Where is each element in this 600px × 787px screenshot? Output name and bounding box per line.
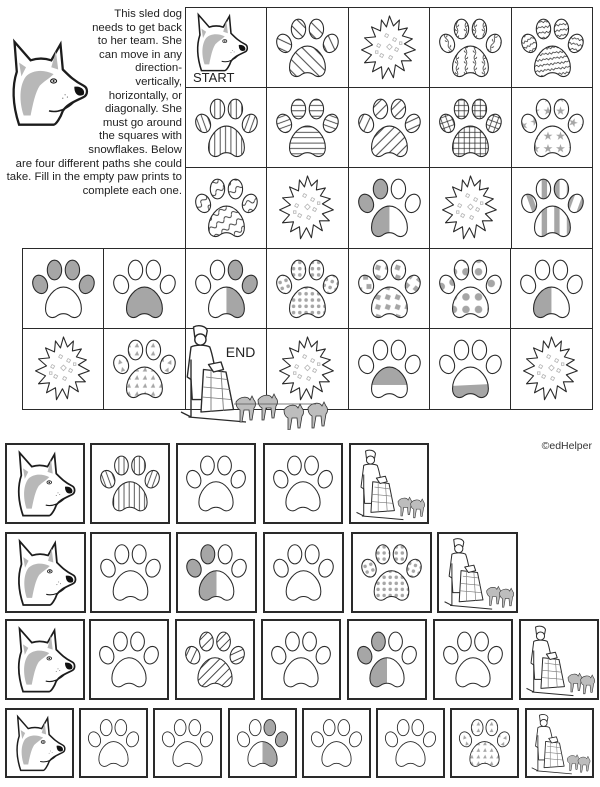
grid-cell-r4-c4 bbox=[266, 248, 349, 330]
paw-print-vertical-stripes-icon bbox=[186, 88, 267, 168]
paw-print-stars-icon bbox=[512, 88, 593, 168]
path-4-cell-3[interactable] bbox=[153, 708, 222, 778]
path-1-cell-5 bbox=[349, 443, 429, 524]
grid-cell-r5-c7 bbox=[510, 328, 593, 410]
grid-cell-r2-c4 bbox=[266, 87, 349, 169]
paw-print-gray-tops-icon bbox=[349, 329, 430, 409]
paw-print-half-gray-left-icon bbox=[178, 534, 255, 611]
paw-print-gray-bottoms-icon bbox=[430, 329, 511, 409]
musher-dog-team-illustration bbox=[176, 320, 336, 430]
grid-cell-r4-c6 bbox=[429, 248, 512, 330]
empty-paw-print-icon bbox=[263, 621, 339, 698]
paw-print-horizontal-stripes-icon bbox=[267, 88, 348, 168]
musher-sled-icon bbox=[439, 534, 516, 611]
husky-icon bbox=[7, 445, 83, 522]
grid-cell-r1-c5 bbox=[348, 7, 431, 89]
paw-print-vertical-stripes-icon bbox=[92, 445, 168, 522]
path-3-cell-1 bbox=[5, 619, 85, 700]
paw-print-wavy-lines-icon bbox=[512, 8, 593, 88]
paw-print-big-circles-icon bbox=[430, 249, 511, 329]
grid-cell-r3-c6 bbox=[429, 167, 512, 249]
paw-print-crosshatch-icon bbox=[430, 88, 511, 168]
grid-cell-r5-c6 bbox=[429, 328, 512, 410]
path-4-cell-1 bbox=[5, 708, 74, 778]
empty-paw-print-icon bbox=[265, 534, 342, 611]
grid-cell-r4-c1 bbox=[22, 248, 105, 330]
husky-icon bbox=[7, 710, 72, 776]
paw-print-diag-stripes-up-icon bbox=[177, 621, 253, 698]
path-2-cell-3 bbox=[176, 532, 257, 613]
end-label: END bbox=[225, 344, 256, 361]
path-4-cell-6[interactable] bbox=[376, 708, 445, 778]
grid-cell-r4-c5 bbox=[348, 248, 431, 330]
path-4-cell-8 bbox=[525, 708, 594, 778]
grid-cell-r4-c2 bbox=[103, 248, 186, 330]
grid-cell-r4-c3 bbox=[185, 248, 268, 330]
paw-print-triangles-icon bbox=[104, 329, 185, 409]
path-1-cell-4[interactable] bbox=[263, 443, 343, 524]
snowflake-icon bbox=[511, 329, 592, 409]
empty-paw-print-icon bbox=[378, 710, 443, 776]
paw-print-triangles-icon bbox=[452, 710, 517, 776]
grid-cell-r4-c7 bbox=[510, 248, 593, 330]
path-2-cell-4[interactable] bbox=[263, 532, 344, 613]
empty-paw-print-icon bbox=[265, 445, 341, 522]
grid-cell-r3-c7 bbox=[511, 167, 594, 249]
path-3-cell-5 bbox=[347, 619, 427, 700]
paw-print-half-gray-right-icon bbox=[230, 710, 295, 776]
empty-paw-print-icon bbox=[91, 621, 167, 698]
grid-cell-r2-c5 bbox=[348, 87, 431, 169]
path-1-cell-2 bbox=[90, 443, 170, 524]
paw-print-dots-icon bbox=[353, 534, 430, 611]
grid-cell-r5-c5 bbox=[348, 328, 431, 410]
grid-cell-r1-c4 bbox=[266, 7, 349, 89]
copyright-label: ©edHelper bbox=[541, 440, 592, 452]
paw-print-half-gray-left-icon bbox=[349, 168, 430, 248]
empty-paw-print-icon bbox=[304, 710, 369, 776]
paw-print-half-gray-left-icon bbox=[349, 621, 425, 698]
husky-icon bbox=[7, 534, 84, 611]
start-label: START bbox=[193, 69, 235, 85]
path-4-cell-5[interactable] bbox=[302, 708, 371, 778]
paw-print-squares-icon bbox=[349, 249, 430, 329]
snowflake-icon bbox=[430, 168, 511, 248]
empty-paw-print-icon bbox=[435, 621, 511, 698]
paw-print-diag-stripes-up-icon bbox=[349, 88, 430, 168]
musher-sled-icon bbox=[521, 621, 597, 698]
grid-cell-r1-c7 bbox=[511, 7, 594, 89]
snowflake-icon bbox=[349, 8, 430, 88]
paw-print-half-gray-right-icon bbox=[186, 249, 267, 329]
musher-sled-icon bbox=[351, 445, 427, 522]
paw-print-waves-icon bbox=[186, 168, 267, 248]
path-3-cell-7 bbox=[519, 619, 599, 700]
grid-cell-r1-c6 bbox=[429, 7, 512, 89]
path-4-cell-7 bbox=[450, 708, 519, 778]
path-3-cell-4[interactable] bbox=[261, 619, 341, 700]
paw-print-toes-gray-icon bbox=[23, 249, 104, 329]
empty-paw-print-icon bbox=[81, 710, 146, 776]
snowflake-icon bbox=[23, 329, 104, 409]
paw-print-dots-icon bbox=[267, 249, 348, 329]
grid-cell-r1-c3 bbox=[185, 7, 268, 89]
path-4-cell-4 bbox=[228, 708, 297, 778]
snowflake-icon bbox=[267, 168, 348, 248]
husky-icon bbox=[7, 621, 83, 698]
path-3-cell-6[interactable] bbox=[433, 619, 513, 700]
musher-sled-icon bbox=[527, 710, 592, 776]
instructions-paragraph: This sled dog needs to get back to her team. She can move in any direction- vertically, horizontally, or diagonally. She must go around the squares with snowflakes. Below are four different paths she could take. Fill in the empty paw prints to complete each one. bbox=[6, 8, 182, 197]
paw-print-diag-stripes-down-icon bbox=[267, 8, 348, 88]
path-3-cell-2[interactable] bbox=[89, 619, 169, 700]
path-2-cell-2[interactable] bbox=[90, 532, 171, 613]
path-2-cell-1 bbox=[5, 532, 86, 613]
path-3-cell-3 bbox=[175, 619, 255, 700]
grid-cell-r3-c4 bbox=[266, 167, 349, 249]
grid-cell-r2-c6 bbox=[429, 87, 512, 169]
path-1-cell-3[interactable] bbox=[176, 443, 256, 524]
grid-cell-r5-c1 bbox=[22, 328, 105, 410]
paw-print-pad-gray-icon bbox=[104, 249, 185, 329]
path-1-cell-1 bbox=[5, 443, 85, 524]
empty-paw-print-icon bbox=[155, 710, 220, 776]
grid-cell-r3-c5 bbox=[348, 167, 431, 249]
grid-cell-r5-c2 bbox=[103, 328, 186, 410]
grid-cell-r2-c7 bbox=[511, 87, 594, 169]
paw-print-gray-vertical-bands-icon bbox=[512, 168, 593, 248]
grid-cell-r3-c3 bbox=[185, 167, 268, 249]
path-2-cell-6 bbox=[437, 532, 518, 613]
empty-paw-print-icon bbox=[178, 445, 254, 522]
paw-print-vines-icon bbox=[430, 8, 511, 88]
instructions-text bbox=[0, 8, 182, 198]
path-4-cell-2[interactable] bbox=[79, 708, 148, 778]
paw-print-gray-diagonal-bands-icon bbox=[511, 249, 592, 329]
empty-paw-print-icon bbox=[92, 534, 169, 611]
grid-cell-r2-c3 bbox=[185, 87, 268, 169]
path-2-cell-5 bbox=[351, 532, 432, 613]
